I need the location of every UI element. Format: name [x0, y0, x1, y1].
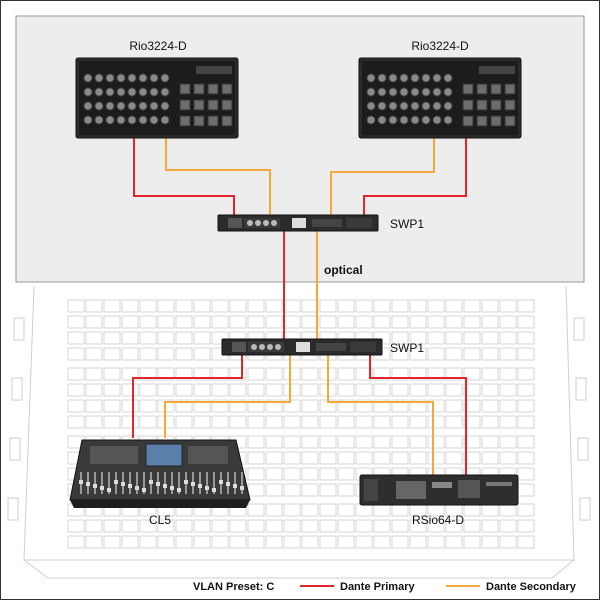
- swp1-bottom-switch: [222, 339, 424, 355]
- legend-vlan: VLAN Preset: C: [193, 581, 275, 593]
- rio-right-label: Rio3224-D: [411, 39, 469, 53]
- stage-area: [16, 16, 584, 282]
- legend-primary-label: Dante Primary: [340, 581, 415, 593]
- swp-bottom-label: SWP1: [390, 341, 425, 355]
- rsio-label: RSio64-D: [411, 513, 465, 527]
- rio-left-label: Rio3224-D: [129, 39, 187, 53]
- swp1-top-switch: [218, 215, 424, 231]
- swp-top-label: SWP1: [390, 217, 425, 231]
- legend-secondary-label: Dante Secondary: [486, 581, 576, 593]
- legend: [193, 581, 577, 593]
- optical-link-label: optical: [324, 263, 363, 277]
- cl5-label: CL5: [148, 513, 172, 527]
